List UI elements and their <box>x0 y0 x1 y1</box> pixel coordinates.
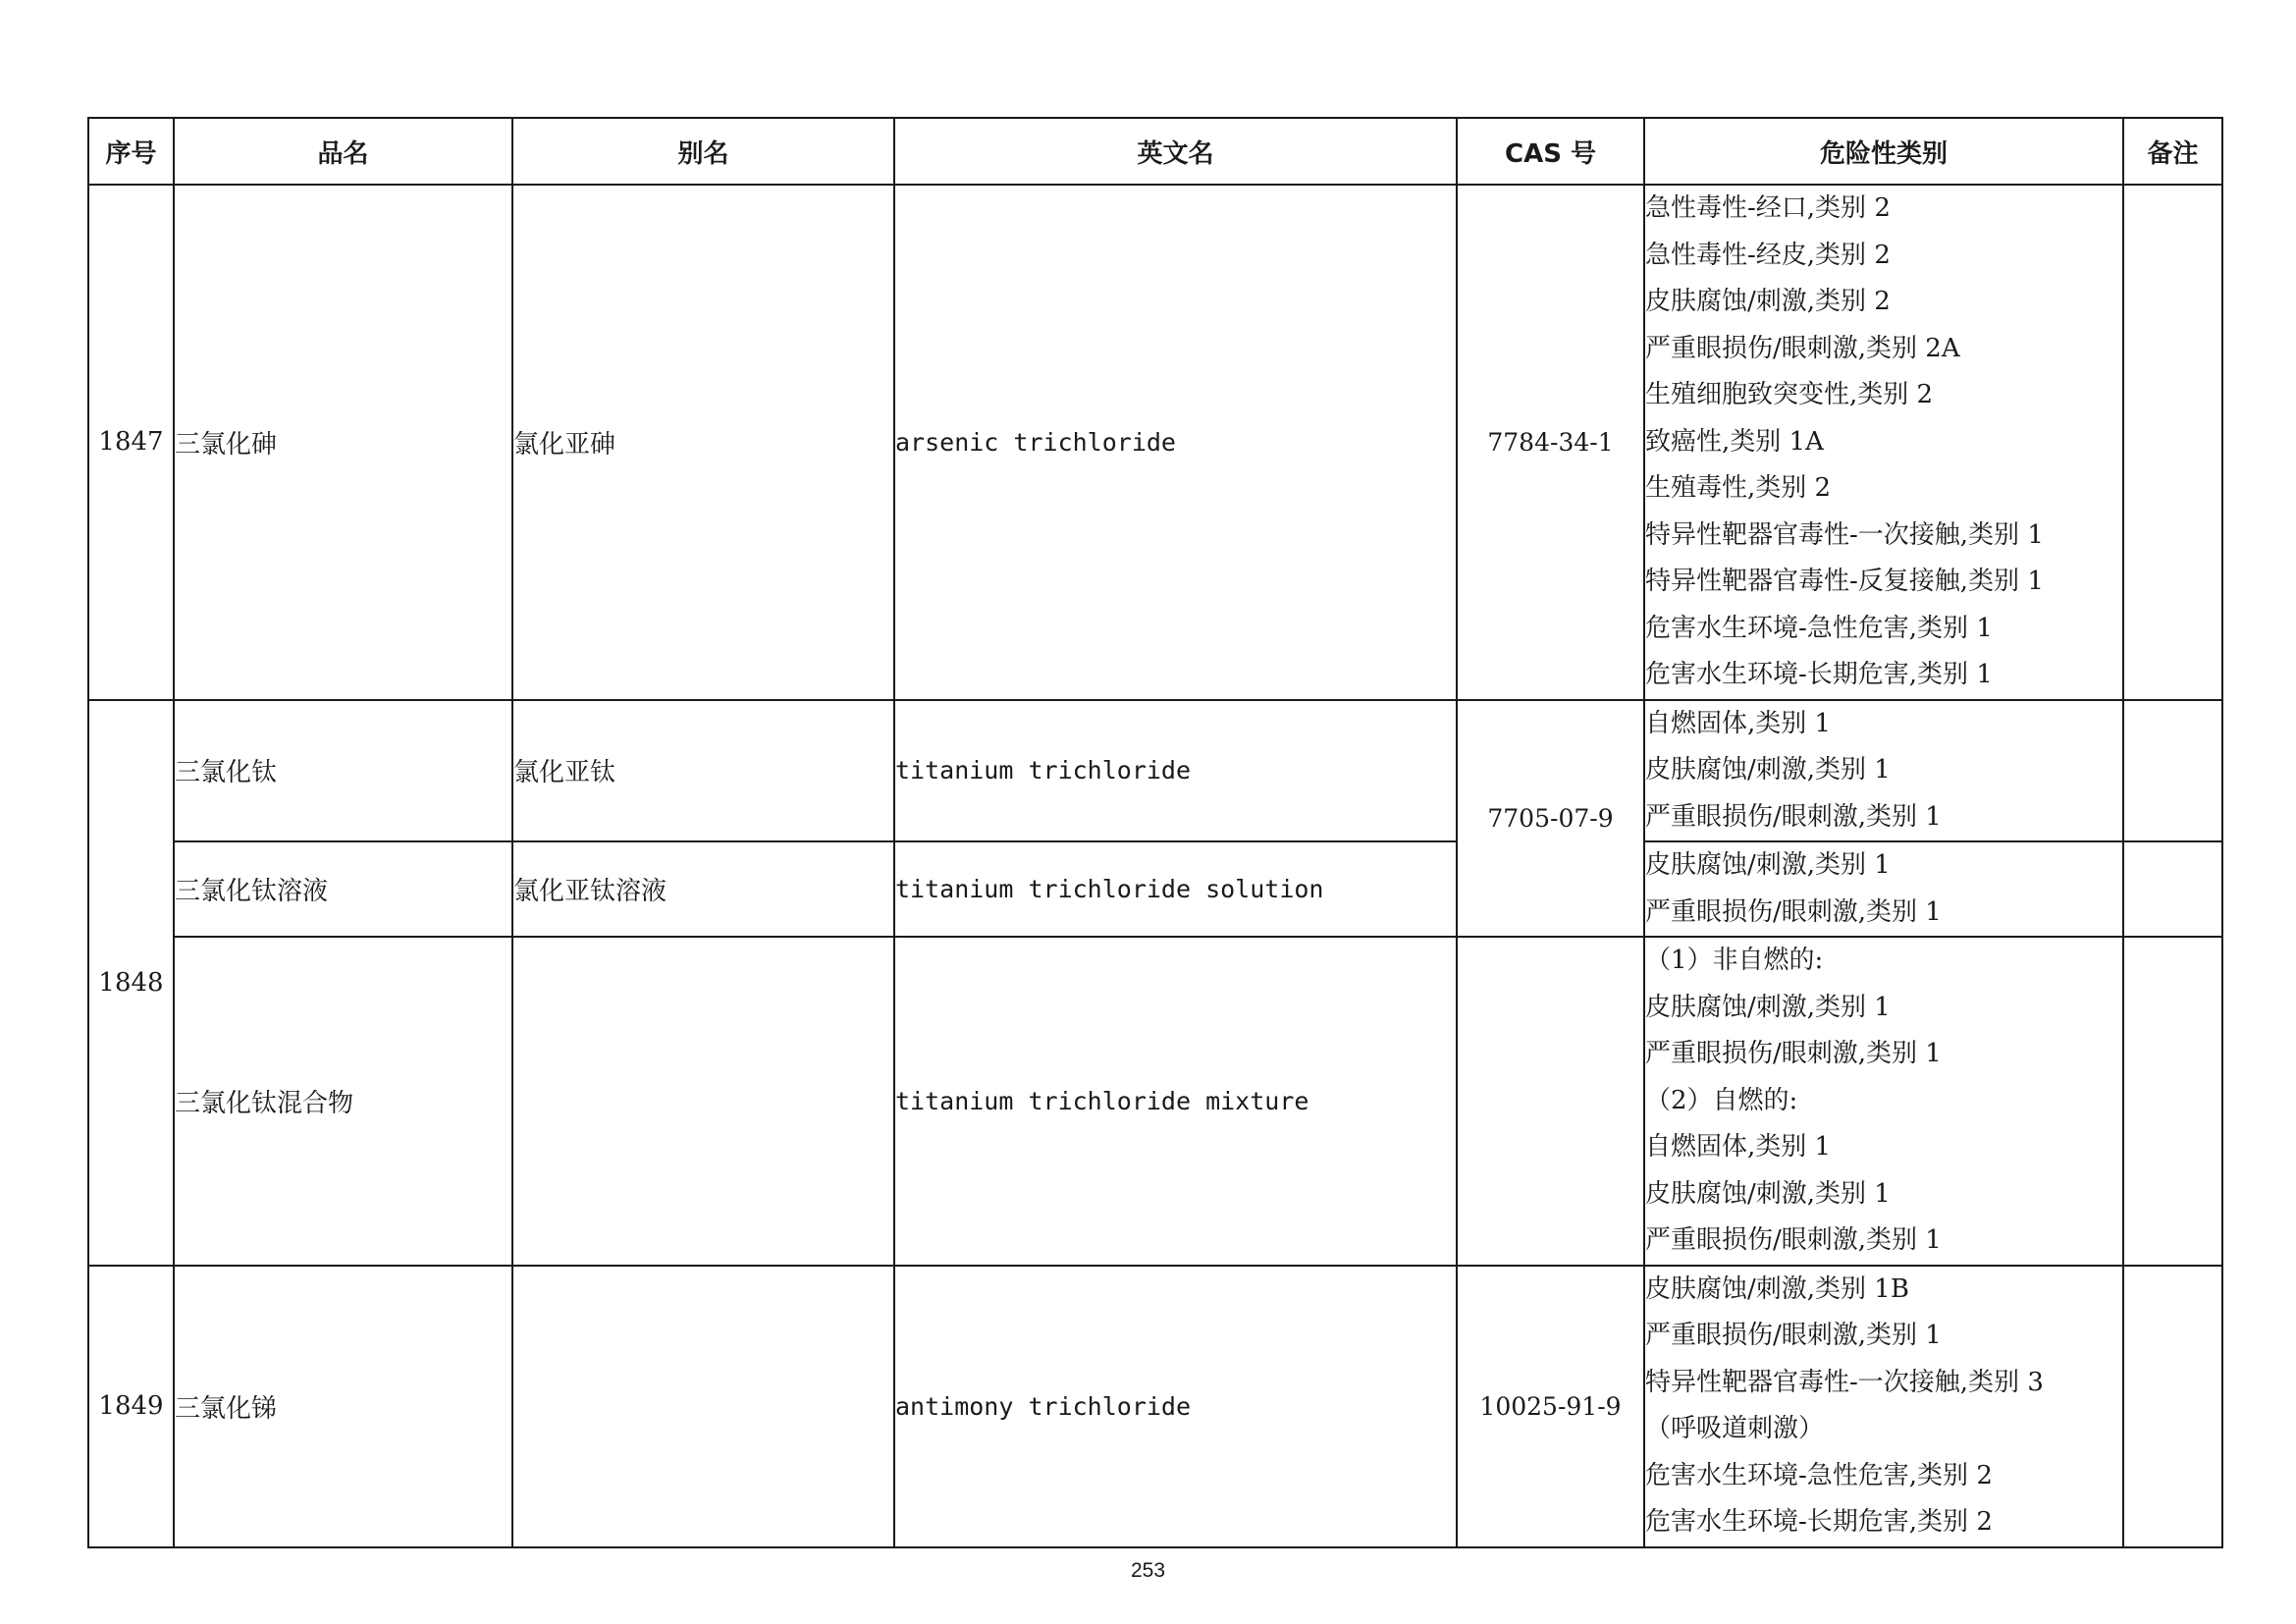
product-name: 三氯化锑 <box>174 1266 512 1547</box>
table-row <box>88 937 2222 1266</box>
remark-cell <box>2123 1266 2222 1547</box>
product-name: 三氯化钛 <box>174 700 512 842</box>
hazard-item: 严重眼损伤/眼刺激,类别 1 <box>1645 801 1942 832</box>
header-alias: 别名 <box>512 118 894 185</box>
product-name: 三氯化钛混合物 <box>174 937 512 1266</box>
alias-name: 氯化亚钛溶液 <box>512 841 894 937</box>
header-name: 品名 <box>174 118 512 185</box>
row-number: 1847 <box>88 185 174 700</box>
hazard-item: 危害水生环境-急性危害,类别 1 <box>1645 613 1993 643</box>
hazard-item: （2）自燃的: <box>1645 1085 1798 1115</box>
hazard-item: 皮肤腐蚀/刺激,类别 1 <box>1645 755 1891 785</box>
row-number: 1849 <box>88 1266 174 1547</box>
header-hazard-class: 危险性类别 <box>1644 118 2123 185</box>
alias-name: 氯化亚钛 <box>512 700 894 842</box>
remark-cell <box>2123 841 2222 937</box>
hazard-item: 皮肤腐蚀/刺激,类别 1 <box>1645 992 1891 1022</box>
hazard-item: 急性毒性-经皮,类别 2 <box>1645 240 1891 270</box>
header-cas: CAS 号 <box>1457 118 1644 185</box>
hazard-item: 危害水生环境-长期危害,类别 1 <box>1645 660 1993 689</box>
cas-number: 10025-91-9 <box>1457 1266 1644 1547</box>
header-no: 序号 <box>88 118 174 185</box>
hazard-list <box>1644 1266 2123 1547</box>
remark-cell <box>2123 937 2222 1266</box>
header-row <box>88 118 2222 185</box>
hazard-item: 危害水生环境-急性危害,类别 2 <box>1645 1460 1993 1490</box>
alias-name <box>512 937 894 1266</box>
hazard-item: 危害水生环境-长期危害,类别 2 <box>1645 1507 1993 1537</box>
hazard-item: 特异性靶器官毒性-一次接触,类别 1 <box>1645 519 2044 550</box>
hazard-item: 严重眼损伤/眼刺激,类别 1 <box>1645 1039 1942 1068</box>
hazard-item: （1）非自燃的: <box>1645 946 1824 975</box>
page-number: 253 <box>1130 1559 1166 1582</box>
cas-number: 7705-07-9 <box>1457 700 1644 938</box>
hazard-item: 严重眼损伤/眼刺激,类别 2A <box>1645 333 1960 363</box>
hazard-item: （呼吸道刺激） <box>1645 1414 1825 1443</box>
hazard-item: 皮肤腐蚀/刺激,类别 1B <box>1645 1273 1909 1304</box>
hazard-item: 自燃固体,类别 1 <box>1645 708 1832 738</box>
header-remark: 备注 <box>2123 118 2222 185</box>
english-name: titanium trichloride solution <box>894 841 1457 937</box>
hazard-item: 严重眼损伤/眼刺激,类别 1 <box>1645 896 1942 927</box>
table-row <box>88 700 2222 842</box>
cas-number: 7784-34-1 <box>1457 185 1644 700</box>
hazard-list <box>1644 185 2123 700</box>
product-name: 三氯化钛溶液 <box>174 841 512 937</box>
remark-cell <box>2123 185 2222 700</box>
table-row <box>88 1266 2222 1547</box>
alias-name <box>512 1266 894 1547</box>
hazardous-chemicals-table <box>87 117 2223 1548</box>
table-row <box>88 185 2222 700</box>
hazard-list <box>1644 841 2123 937</box>
english-name: titanium trichloride <box>894 700 1457 842</box>
table-row <box>88 841 2222 937</box>
english-name: titanium trichloride mixture <box>894 937 1457 1266</box>
row-number: 1848 <box>88 700 174 1266</box>
hazard-item: 皮肤腐蚀/刺激,类别 2 <box>1645 287 1891 316</box>
english-name: antimony trichloride <box>894 1266 1457 1547</box>
remark-cell <box>2123 700 2222 842</box>
cas-number <box>1457 937 1644 1266</box>
english-name: arsenic trichloride <box>894 185 1457 700</box>
hazard-item: 皮肤腐蚀/刺激,类别 1 <box>1645 1178 1891 1209</box>
hazard-list <box>1644 937 2123 1266</box>
hazard-item: 特异性靶器官毒性-反复接触,类别 1 <box>1645 567 2044 596</box>
hazard-item: 特异性靶器官毒性-一次接触,类别 3 <box>1645 1367 2044 1397</box>
hazard-item: 严重眼损伤/眼刺激,类别 1 <box>1645 1321 1942 1350</box>
product-name: 三氯化砷 <box>174 185 512 700</box>
hazard-item: 自燃固体,类别 1 <box>1645 1132 1832 1162</box>
hazard-item: 皮肤腐蚀/刺激,类别 1 <box>1645 850 1891 880</box>
hazard-item: 生殖毒性,类别 2 <box>1645 473 1832 503</box>
hazard-item: 生殖细胞致突变性,类别 2 <box>1645 380 1934 409</box>
hazard-item: 急性毒性-经口,类别 2 <box>1645 193 1891 223</box>
header-english-name: 英文名 <box>894 118 1457 185</box>
hazard-list <box>1644 700 2123 842</box>
hazard-item: 严重眼损伤/眼刺激,类别 1 <box>1645 1225 1942 1255</box>
alias-name: 氯化亚砷 <box>512 185 894 700</box>
hazard-item: 致癌性,类别 1A <box>1645 426 1824 457</box>
